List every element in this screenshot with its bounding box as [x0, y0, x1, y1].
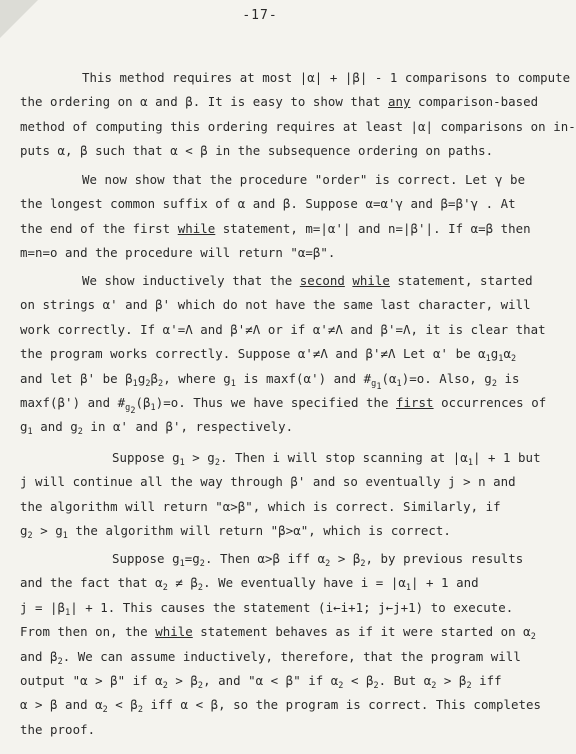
paragraph-3	[20, 269, 547, 440]
text-line: the longest common suffix of α and β. Suppose α=α'γ and β=β'γ . At	[20, 196, 516, 212]
page-number: -17-	[242, 8, 278, 23]
text-line: the ordering on α and β. It is easy to show that any comparison-based	[20, 94, 539, 110]
text-line: m=n=o and the procedure will return "α=β".	[20, 245, 336, 261]
text-line: and $\beta_2$. We can assume inductively, therefore, that the program will	[20, 648, 521, 667]
text-line: Suppose $g_1=g_2$. Then α>β iff $\alpha_2 > \beta_2$, by previous results	[112, 551, 524, 569]
text-line: maxf(β') and $\#_{g_2}(\beta_1)=o$. Thus we have specified the first occurrences of	[20, 394, 547, 416]
text-line: α > β and $\alpha_2 < \beta_2$ iff α < β, so the program is correct. This completes	[20, 697, 542, 716]
text-line: method of computing this ordering requires at least |α| comparisons on in-	[20, 118, 576, 134]
text-line: the program works correctly. Suppose α'≠Λ and β'≠Λ Let α' be $\alpha_1g_1\alpha_2$	[20, 346, 517, 365]
text-line: Suppose $g_1 > g_2$. Then i will stop scanning at $|\alpha_1| + 1$ but	[112, 450, 541, 468]
text-line: This method requires at most |α| + |β| - 1 comparisons to compute	[82, 70, 571, 85]
text-line: and let β' be $\beta_1g_2\beta_2$, where $g_1$ is maxf(α') and $\#_{g_1}(\alpha_1)=o$. Also, $g_2$ is	[20, 370, 520, 392]
text-line: We now show that the procedure "order" is correct. Let γ be	[82, 172, 526, 187]
text-line: the end of the first while statement, m=|α'| and n=|β'|. If α=β then	[20, 220, 531, 236]
text-line: $g_1$ and $g_2$ in α' and β', respectively.	[20, 419, 294, 438]
text-line: work correctly. If α'=Λ and β'≠Λ or if α'≠Λ and β'=Λ, it is clear that	[20, 321, 546, 337]
text-line: the algorithm will return "α>β", which is correct. Similarly, if	[20, 498, 501, 514]
text-line: puts α, β such that α < β in the subsequence ordering on paths.	[20, 143, 494, 159]
text-line: $j = |\beta_1| + 1$. This causes the statement (i←i+1; j←j+1) to execute.	[20, 599, 514, 618]
text-line: on strings α' and β' which do not have the same last character, will	[20, 297, 531, 313]
paragraph-5	[20, 547, 542, 742]
text-line: j will continue all the way through β' and so eventually j > n and	[20, 474, 516, 490]
text-line: output "α > β" if $\alpha_2 > \beta_2$, and "α < β" if $\alpha_2 < \beta_2$. But $\alpha_2 > \beta_2$ iff	[20, 672, 502, 691]
text-line: the proof.	[20, 721, 96, 737]
paragraph-1	[20, 66, 576, 164]
text-line: and the fact that $\alpha_2 \ne \beta_2$. We eventually have $i = |\alpha_1| + 1$ and	[20, 575, 479, 594]
text-line: $g_2 > g_1$ the algorithm will return "β>α", which is correct.	[20, 523, 451, 542]
paragraph-2	[20, 168, 531, 266]
text-line: From then on, the while statement behaves as if it were started on $\alpha_2$	[20, 624, 536, 643]
paragraph-4	[20, 446, 541, 544]
text-line: We show inductively that the second while statement, started	[82, 273, 533, 288]
